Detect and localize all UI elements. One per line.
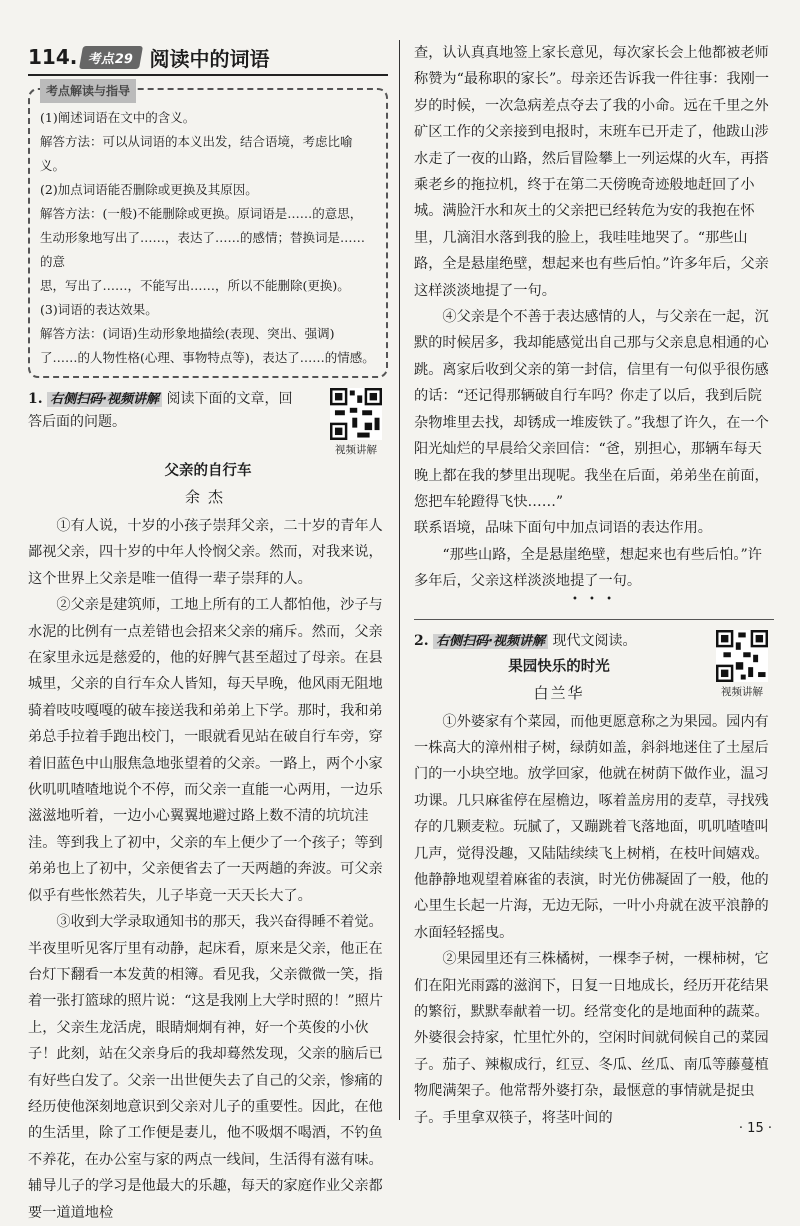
question-number: 2. [414, 632, 429, 649]
article-paragraph-continued: 查，认认真真地签上家长意见，每次家长会上他都被老师称赞为“最称职的家长”。母亲还告诉我一件往事：我刚一岁的时候，一次急病差点夺去了我的小命。远在千里之外矿区工作的父亲接到电报时，末班车已开走了，他跋山涉水走了一夜的山路，然后冒险攀上一列运煤的火车，再搭乘老乡的拖拉机，终于在第二天傍晚奇迹般地赶回了小城。满脸汗水和灰土的父亲把已经转危为安的我抱在怀里，几滴泪水落到我的脸上，我哇哇地哭了。“那些山路，全是悬崖绝壁，想起来也有些后怕。”许多年后，父亲这样淡淡地提了一句。 [414, 45, 770, 299]
article-paragraph: ④父亲是个不善于表达感情的人，与父亲在一起，沉默的时候居多，我却能感觉出自己那与父亲息息相通的心跳。离家后收到父亲的第一封信，信里有一句似乎很伤感的话：“还记得那辆破自行车吗？你走了以后，我到后院杂物堆里去找，却锈成一堆废铁了。”我想了许久，在一个阳光灿烂的早晨给父亲回信：“爸，别担心，那辆车每天晚上都在我的梦里出现呢。我坐在后面，弟弟坐在前面，您把车轮蹬得飞快……” [414, 309, 769, 510]
tips-label: 考点解读与指导 [40, 79, 136, 103]
tips-line: (3)词语的表达效果。 [40, 302, 158, 317]
tips-line: 解答方法：(词语)生动形象地描绘(表现、突出、强调) [40, 326, 335, 341]
right-column [414, 40, 774, 1131]
qr-code-icon [716, 630, 768, 682]
left-column [28, 40, 388, 1226]
question-1-prompt [28, 388, 306, 457]
qr-code-icon [330, 388, 382, 440]
question-quote: “那些山路，全是悬崖绝壁，想起来也有些后怕。”许多年后，父亲这样淡淡地提了一句。 [414, 546, 762, 590]
tips-line: 了……的人物性格(心理、事物特点等)，表达了……的情感。 [40, 350, 375, 365]
tips-line: (1)阐述词语在文中的含义。 [40, 110, 196, 125]
section-header [28, 40, 388, 76]
question-text: 现代文阅读。 [552, 632, 637, 649]
article-title: 果园快乐的时光 [508, 658, 610, 675]
question-task: 联系语境，品味下面句中加点词语的表达作用。 [414, 520, 712, 537]
column-divider [399, 40, 400, 1120]
tips-box [28, 84, 388, 378]
question-number: 1. [28, 391, 43, 407]
article-paragraph: ①有人说，十岁的小孩子崇拜父亲，二十岁的青年人鄙视父亲，四十岁的中年人怜悯父亲。然而，对我来说，这个世界上父亲是唯一值得一辈子崇拜的人。 [28, 518, 383, 587]
question-2-header [414, 630, 774, 709]
article-paragraph: ②父亲是建筑师，工地上所有的工人都怕他，沙子与水泥的比例有一点差错也会招来父亲的痛斥。然而，父亲在家里永远是慈爱的，他的好脾气甚至超过了母亲。在县城里，父亲的自行车众人皆知，每天早晚，他风雨无阻地骑着吱吱嘎嘎的破车接送我和弟弟上下学。那时，我和弟弟总手拉着手跑出校门，一眼就看见站在破自行车旁，穿着旧蓝色中山服焦急地张望着的父亲。一路上，两个小家伙叽叽喳喳地说个不停，而父亲一直能一心两用，一边乐滋滋地听着，一边小心翼翼地避过路上数不清的坑坑洼洼。等到我上了初中，父亲的车上便少了一个孩子；等到弟弟也上了初中，父亲便省去了一天两趟的奔波。可父亲似乎有些怅然若失，儿子毕竟一天天长大了。 [28, 597, 383, 904]
article-paragraph: ③收到大学录取通知书的那天，我兴奋得睡不着觉。半夜里听见客厅里有动静，起床看，原来是父亲，他正在台灯下翻看一本发黄的相簿。看见我，父亲微微一笑，指着一张打篮球的照片说：“这是我刚上大学时照的！”照片上，父亲生龙活虎，眼睛炯炯有神，好一个英俊的小伙子！此刻，站在父亲身后的我却蓦然发现，父亲的脑后已有好些白发了。父亲一出世便失去了自己的父亲，惨痛的经历使他深刻地意识到父亲对儿子的重要性。因此，在他的生活里，除了工作便是妻儿，他不吸烟不喝酒，不钓鱼不养花，在办公室与家的两点一线间，生活得有滋有味。辅导儿子的学习是他最大的乐趣，每天的家庭作业父亲都要一道道地检 [28, 914, 384, 1221]
emphasis-dots: • • • [571, 593, 617, 605]
qr-caption: 视频讲解 [721, 685, 763, 698]
question-text: 阅读下面的文章，回答后面的问题。 [28, 391, 293, 430]
tips-line: 解答方法：(一般)不能删除或更换。原词语是……的意思， [40, 206, 363, 221]
scan-tag: 右侧扫码·视频讲解 [433, 634, 548, 649]
qr-code[interactable] [710, 630, 774, 709]
question-1-header [28, 388, 388, 457]
article-paragraph: ②果园里还有三株橘树，一棵李子树，一棵柿树，它们在阳光雨露的滋润下，日复一日地成长，经历开花结果的繁衍，默默奉献着一切。经常变化的是地面种的蔬菜。外婆很会持家，忙里忙外的，空闲时间就伺候自己的菜园子。茄子、辣椒成行，红豆、冬瓜、丝瓜、南瓜等藤蔓植物爬满架子。他常帮外婆打杂，最惬意的事情就是捉虫子。手里拿双筷子，将茎叶间的 [414, 951, 769, 1126]
article-title: 父亲的自行车 [164, 463, 252, 479]
qr-code[interactable] [324, 388, 388, 457]
section-number: 114. [28, 45, 78, 69]
section-badge: 考点29 [79, 46, 143, 69]
section-title: 阅读中的词语 [149, 46, 270, 71]
answer-line [414, 619, 774, 620]
scan-tag: 右侧扫码·视频讲解 [47, 392, 162, 407]
article-author: 白兰华 [533, 683, 585, 702]
qr-caption: 视频讲解 [335, 444, 377, 456]
article-author: 余杰 [184, 488, 231, 506]
tips-line: 生动形象地写出了……，表达了……的感情；替换词是……的意 [40, 230, 366, 269]
tips-line: 解答方法：可以从词语的本义出发，结合语境，考虑比喻义。 [40, 134, 353, 173]
tips-line: 思，写出了……，不能写出……，所以不能删除(更换)。 [40, 278, 350, 293]
article-paragraph: ①外婆家有个菜园，而他更愿意称之为果园。园内有一株高大的漳州柑子树，绿荫如盖，斜斜地迷住了土屋后门的一小块空地。放学回家，他就在树荫下做作业，温习功课。几只麻雀停在屋檐边，啄着盖房用的麦草，寻找残存的几颗麦粒。玩腻了，又蹦跳着飞落地面，叽叽喳喳叫几声，觉得没趣，又陆陆续续飞上树梢，在枝叶间嬉戏。他静静地观望着麻雀的表演，时光仿佛凝固了一般，他的心里生长起一片海，无边无际，一叶小舟就在波平浪静的水面轻轻摇曳。 [414, 713, 769, 941]
question-2-line [414, 630, 704, 653]
page-number: · 15 · [738, 1121, 772, 1136]
question-2-prompt [414, 630, 704, 709]
tips-line: (2)加点词语能否删除或更换及其原因。 [40, 182, 258, 197]
